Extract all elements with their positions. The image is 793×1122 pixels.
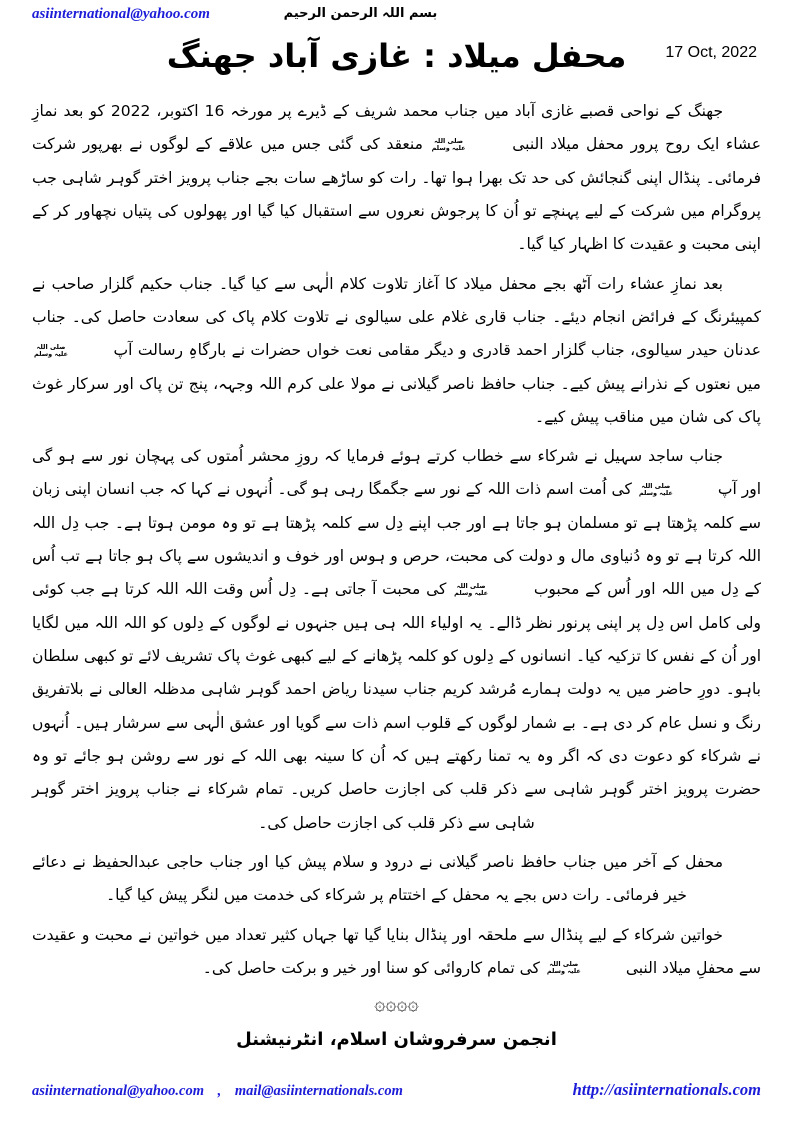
organization-name: انجمن سرفروشان اسلام، انٹرنیشنل — [236, 1029, 557, 1051]
ornament-stars: ۞۞۞۞ — [374, 993, 419, 1016]
footer-email1-link[interactable]: asiinternational@yahoo.com — [32, 1083, 204, 1099]
bismillah-text: بسم اللہ الرحمن الرحیم — [283, 6, 438, 21]
body-paragraph: جناب ساجد سہیل نے شرکاء سے خطاب کرتے ہوئے فرمایا کہ روزِ محشر اُمتوں کی پہچان نور سے ہو گی اور آپ صلی اللہ علیہ وسلم کی اُمت اسم ذات اللہ کے نور سے جگمگا رہی ہو گی۔ اُنہوں نے کہا کہ جب انسان اپنی زبان سے کلمہ پڑھتا ہے تو مسلمان ہو جاتا ہے اور جب اپنے دِل سے کلمہ پڑھتا ہے تو وہ مومن ہوتا ہے۔ جب دِل اللہ اللہ کرتا ہے تو وہ دُنیاوی مال و دولت کی محبت، حرص و ہوس اور خوف و اندیشوں سے پاک ہو جاتا ہے تب اُس کے دِل میں اللہ اور اُس کے محبوب صلی اللہ علیہ وسلم کی محبت آ جاتی ہے۔ دِل اُس وقت اللہ اللہ کرتا ہے جب کوئی ولی کامل اس دِل پر اپنی پرنور نظر ڈالے۔ یہ اولیاء اللہ ہی ہیں جنہوں نے لوگوں کے دِلوں کو اللہ اللہ میں لگایا اور اُن کے نفس کا تزکیہ کیا۔ انسانوں کے دِلوں کو کلمہ پڑھانے کے لیے کبھی غوث پاک تشریف لائے تو کبھی سلطان باہو۔ دورِ حاضر میں یہ دولت ہمارے مُرشد کریم جناب سیدنا ریاض احمد گوہر شاہی مدظلہ العالی نے بلاتفریق رنگ و نسل عام کر دی ہے۔ بے شمار لوگوں کے قلوب اسم ذات سے گویا اور عشق الٰہی سے سرشار ہیں۔ اُنہوں نے شرکاء کو دعوت دی کہ اگر وہ یہ تمنا رکھتے ہیں کہ اُن کا سینہ بھی اللہ کے نور سے روشن ہو جائے تو وہ حضرت پرویز اختر گوہر شاہی سے ذکر قلب کی اجازت حاصل کریں۔ تمام شرکاء نے جناب پرویز اختر گوہر شاہی سے ذکر قلب کی اجازت حاصل کی۔ — [32, 447, 762, 832]
body-paragraph: محفل کے آخر میں جناب حافظ ناصر گیلانی نے درود و سلام پیش کیا اور جناب حاجی عبدالحفیظ نے دعائے خیر فرمائی۔ رات دس بجے یہ محفل کے اختتام پر شرکاء کی خدمت میں لنگر پیش کیا گیا۔ — [32, 852, 723, 905]
page-title: محفل میلاد : غازی آباد جھنگ — [166, 37, 627, 75]
document-header — [0, 0, 793, 75]
footer-email-separator: , — [217, 1083, 222, 1099]
body-paragraph: بعد نمازِ عشاء رات آٹھ بجے محفل میلاد کا آغاز تلاوت کلام الٰہی سے کیا گیا۔ جناب حکیم گلزار صاحب نے کمپیئرنگ کے فرائض انجام دیئے۔ جناب قاری غلام علی سیالوی نے تلاوت کلام پاک کی سعادت حاصل کی۔ جناب عدنان حیدر سیالوی، جناب گلزار احمد قادری و دیگر مقامی نعت خواں حضرات نے بارگاہِ رسالت آپ صلی اللہ علیہ وسلم میں نعتوں کے نذرانے پیش کیے۔ جناب حافظ ناصر گیلانی نے مولا علی کرم اللہ وجہہ، پنج تن پاک اور سرکار غوث پاک کی شان میں مناقب پیش کیے۔ — [32, 274, 761, 426]
footer-emails — [32, 1083, 403, 1100]
body-paragraph: خواتین شرکاء کے لیے پنڈال سے ملحقہ اور پنڈال بنایا گیا تھا جہاں کثیر تعداد میں خواتین نے محبت و عقیدت سے محفلِ میلاد النبی صلی اللہ علیہ وسلم کی تمام کاروائی کو سنا اور خیر و برکت حاصل کی۔ — [32, 925, 761, 977]
sallallahu-alayhi-wasallam-seal: صلی اللہ علیہ وسلم — [431, 136, 466, 152]
document-body — [0, 75, 793, 985]
footer-email2-link[interactable]: mail@asiinternationals.com — [234, 1083, 403, 1099]
sallallahu-alayhi-wasallam-seal: صلی اللہ علیہ وسلم — [638, 481, 673, 497]
footer-links — [0, 1080, 793, 1100]
body-paragraph: جھنگ کے نواحی قصبے غازی آباد میں جناب محمد شریف کے ڈیرے پر مورخہ 16 اکتوبر، 2022 کو بعد نمازِ عشاء ایک روح پرور محفل میلاد النبی صلی اللہ علیہ وسلم منعقد کی گئی جس میں علاقے کے لوگوں نے بھرپور شرکت فرمائی۔ پنڈال اپنی گنجائش کی حد تک بھرا ہوا تھا۔ رات کو ساڑھے سات بجے جناب پرویز اختر گوہر شاہی جب پروگرام میں شرکت کے لیے پہنچے تو اُن کا پرجوش نعروں سے استقبال کیا گیا اور پھولوں کی پتیاں نچھاور کر کے اپنی محبت و عقیدت کا اظہار کیا گیا۔ — [32, 102, 762, 254]
header-email-link[interactable]: asiinternational@yahoo.com — [32, 6, 210, 22]
sallallahu-alayhi-wasallam-seal: صلی اللہ علیہ وسلم — [454, 581, 489, 597]
sallallahu-alayhi-wasallam-seal: صلی اللہ علیہ وسلم — [546, 960, 581, 976]
footer-website-link[interactable]: http://asiinternationals.com — [572, 1080, 761, 1099]
sallallahu-alayhi-wasallam-seal: صلی اللہ علیہ وسلم — [34, 342, 69, 358]
document-date: 17 Oct, 2022 — [665, 44, 757, 61]
